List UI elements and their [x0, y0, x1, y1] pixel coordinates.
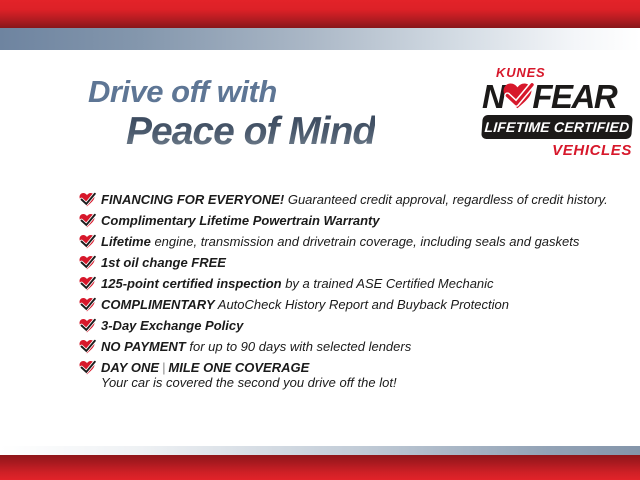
- benefit-text: [101, 192, 608, 207]
- benefit-regular-text: AutoCheck History Report and Buyback Protection: [214, 297, 509, 312]
- benefit-bold-text: 3-Day Exchange Policy: [101, 318, 244, 333]
- bottom-red-bar: [0, 455, 640, 480]
- benefit-subline: Your car is covered the second you drive off the lot!: [101, 375, 397, 390]
- heart-check-icon: [78, 234, 96, 249]
- heart-check-icon: [78, 192, 96, 207]
- kunes-no-fear-logo: [482, 66, 632, 159]
- benefits-list: [78, 192, 628, 396]
- benefit-regular-text: for up to 90 days with selected lenders: [185, 339, 412, 354]
- heart-check-icon: [78, 360, 96, 375]
- heart-check-icon: [78, 318, 96, 333]
- benefit-bold-text: 125-point certified inspection: [101, 276, 282, 291]
- bottom-slate-gradient-bar: [0, 446, 640, 455]
- benefit-text: [101, 360, 397, 390]
- logo-letter-n: N: [482, 78, 505, 115]
- logo-lifetime-certified-banner: LIFETIME CERTIFIED: [481, 115, 633, 139]
- headline-line2: Peace of Mind: [126, 109, 376, 153]
- benefit-bold-text: COMPLIMENTARY: [101, 297, 215, 312]
- benefit-regular-text: Guaranteed credit approval, regardless of credit history.: [284, 192, 608, 207]
- benefit-separator: |: [162, 360, 166, 375]
- benefit-regular-text: engine, transmission and drivetrain coverage, including seals and gaskets: [150, 234, 580, 249]
- benefit-item: [78, 339, 628, 354]
- benefit-bold-text: NO PAYMENT: [101, 339, 186, 354]
- benefit-text: [101, 213, 380, 228]
- benefit-text: [101, 234, 579, 249]
- heart-check-icon: [78, 255, 96, 270]
- headline-line1: Drive off with: [88, 74, 277, 109]
- benefit-text: [101, 255, 226, 270]
- benefit-bold-text: FINANCING FOR EVERYONE!: [101, 192, 285, 207]
- benefit-item: [78, 360, 628, 390]
- benefit-bold-text-2: MILE ONE COVERAGE: [168, 360, 310, 375]
- benefit-item: [78, 255, 628, 270]
- heart-check-icon: [501, 81, 534, 110]
- benefit-bold-text: Complimentary Lifetime Powertrain Warranty: [101, 213, 380, 228]
- benefit-bold-text: DAY ONE: [101, 360, 160, 375]
- logo-word-fear: FEAR: [532, 78, 617, 115]
- logo-vehicles-text: VEHICLES: [552, 142, 632, 159]
- benefit-text: [101, 297, 509, 312]
- logo-brand-text: KUNES: [496, 65, 546, 80]
- headline: [88, 76, 375, 151]
- heart-check-icon: [78, 339, 96, 354]
- benefit-bold-text: 1st oil change FREE: [101, 255, 226, 270]
- benefit-regular-text: by a trained ASE Certified Mechanic: [281, 276, 494, 291]
- heart-check-icon: [78, 276, 96, 291]
- benefit-item: [78, 276, 628, 291]
- top-slate-gradient-bar: [0, 28, 640, 50]
- logo-no-fear-wordmark: [482, 80, 632, 113]
- benefit-text: [101, 276, 494, 291]
- benefit-bold-text: Lifetime: [101, 234, 151, 249]
- benefit-text: [101, 318, 243, 333]
- heart-check-icon: [78, 213, 96, 228]
- benefit-item: [78, 234, 628, 249]
- heart-check-icon: [78, 297, 96, 312]
- benefit-item: [78, 213, 628, 228]
- benefit-item: [78, 192, 628, 207]
- benefit-item: [78, 318, 628, 333]
- top-red-bar: [0, 0, 640, 28]
- benefit-item: [78, 297, 628, 312]
- benefit-text: [101, 339, 411, 354]
